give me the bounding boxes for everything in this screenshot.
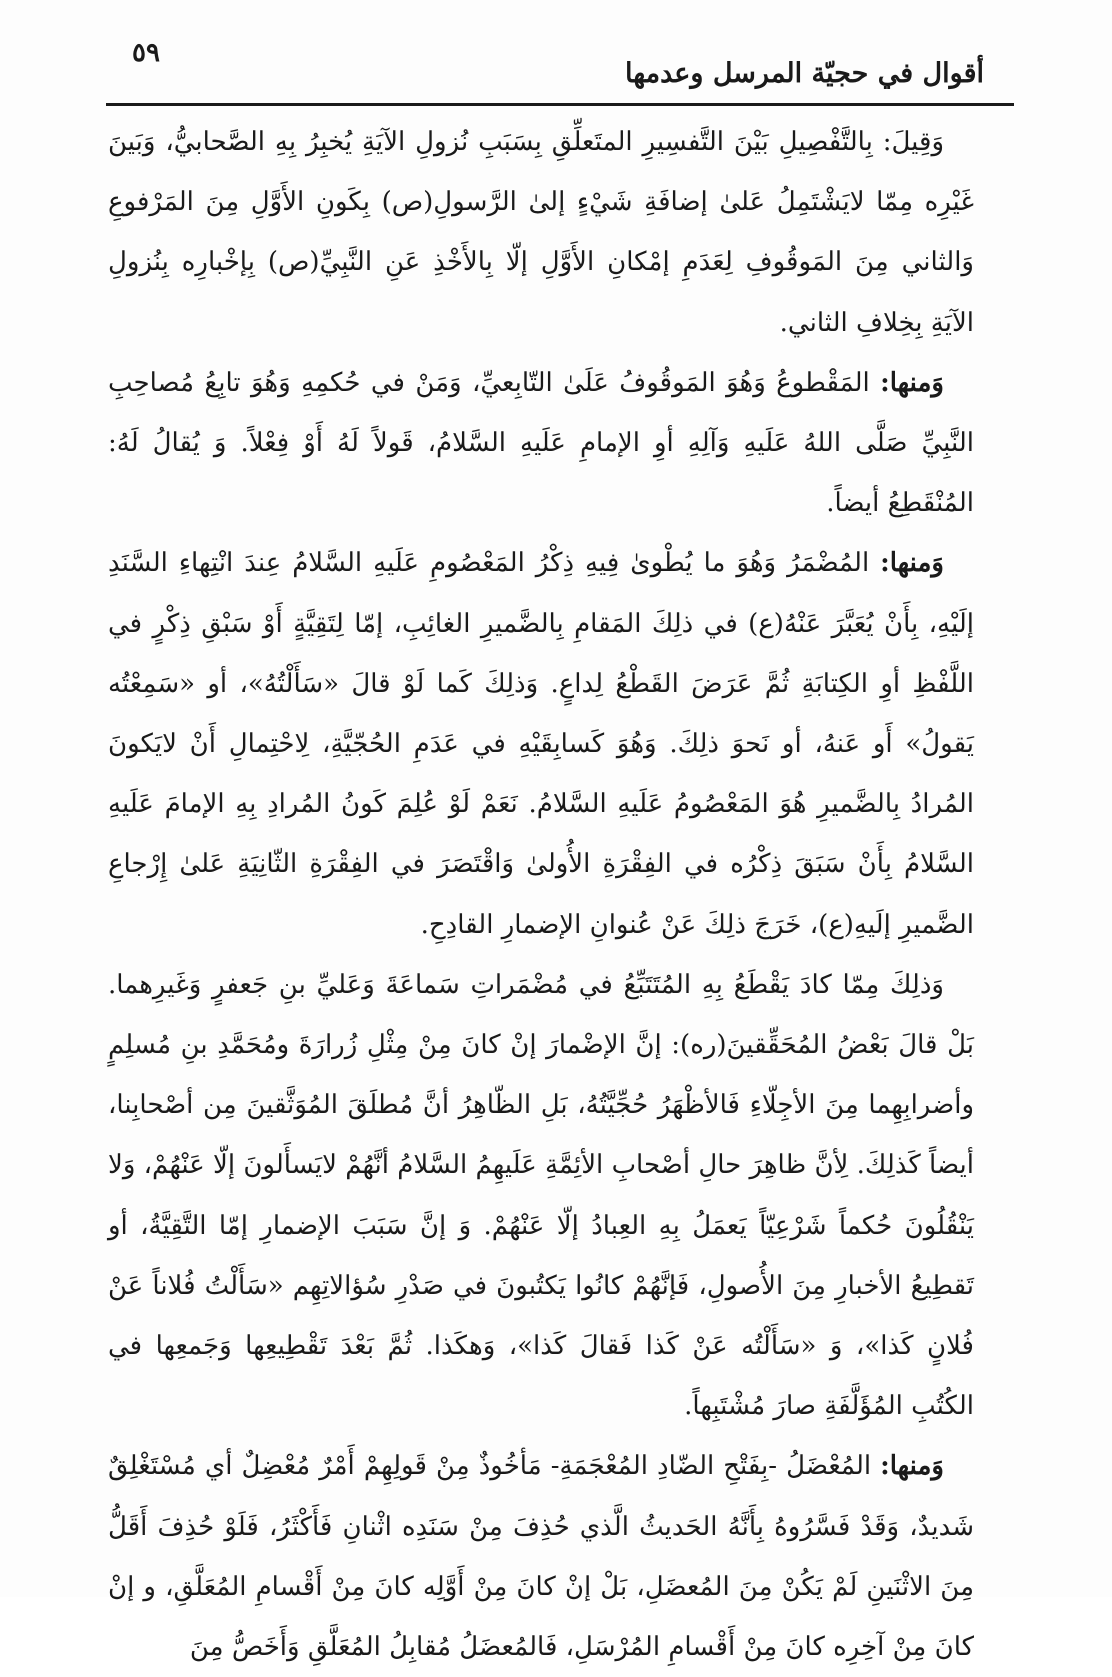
paragraph-lead: وَمنها:: [880, 1451, 944, 1482]
paragraph-text: المَقْطوعُ وَهُوَ المَوقُوفُ عَلَىٰ التّابِعيِّ، وَمَنْ في حُكمِهِ وَهُوَ تابِعُ مُصاحِبِ النَّبِيِّ صَلَّى اللهُ عَلَيهِ وَآلِهِ أوِ الإمامِ عَلَيهِ السَّلامُ، قَولاً لَهُ أَوْ فِعْلاً. وَ يُقالُ لَهُ: المُنْقَطِعُ أيضاً.: [108, 367, 974, 519]
paragraph-text: وَقِيلَ: بِالتَّفْصِيلِ بَيْنَ التَّفسِيرِ المتَعلِّقِ بِسَبَبِ نُزولِ الآيَةِ يُخبِرُ بِهِ الصَّحابيُّ، وَبَينَ غَيْرِه مِمّا لايَشْتَمِلُ عَلىٰ إضافَةِ شَيْءٍ إلىٰ الرَّسولِ(ص) بِكَونِ الأَوَّلِ مِنَ المَرْفوعِ وَالثاني مِنَ المَوقُوفِ لِعَدَمِ إمْكانِ الأَوَّلِ إلّا بِالأَخْذِ عَنِ النَّبِيِّ(ص) بِإخْبارِه بِنُزولِ الآيَةِ بِخِلافِ الثاني.: [108, 127, 974, 338]
paragraph-lead: وَمنها:: [880, 548, 944, 579]
paragraph-text: وَذلِكَ مِمّا كادَ يَقْطَعُ بِهِ المُتَتَبِّعُ في مُضْمَراتِ سَماعَةَ وَعَليِّ بنِ جَعفرٍ وَغَيرِهما. بَلْ قالَ بَعْضُ المُحَقِّقينَ(ره): إنَّ الإضْمارَ إنْ كانَ مِنْ مِثْلِ زُرارَةَ ومُحَمَّدِ بنِ مُسلِمٍ وأضرابِهِما مِنَ الأجِلّاءِ فَالأظْهَرُ حُجِّيَّتُهُ، بَلِ الظّاهِرُ أنَّ مُطلَقَ المُوَثَّقينَ مِن أصْحابِنا، أيضاً كَذلِكَ. لِأنَّ ظاهِرَ حالِ أصْحابِ الأئِمَّةِ عَلَيهِمُ السَّلامُ أنَّهُمْ لايَسأَلونَ إلّا عَنْهُمْ، وَلا يَنْقُلُونَ حُكماً شَرْعِيّاً يَعمَلُ بِهِ العِبادُ إلّا عَنْهُمْ. وَ إنَّ سَبَبَ الإضمارِ إمّا التَّقِيَّةُ، أو تَقطِيعُ الأخبارِ مِنَ الأُصولِ، فَإنَّهُمْ كانُوا يَكتُبونَ في صَدْرِ سُؤالاتِهِم «سَأَلْتُ فُلاناً عَنْ فُلانٍ كَذا»، وَ «سَأَلْتُه عَنْ كَذا فَقالَ كَذا»، وَهكَذا. ثُمَّ بَعْدَ تَقْطِيعِها وَجَمعِها في الكُتُبِ المُؤَلَّفَةِ صارَ مُشْتَبِهاً.: [108, 969, 974, 1422]
paragraph: [108, 353, 974, 534]
paragraph: [108, 112, 974, 353]
paragraph: [108, 955, 974, 1437]
header-divider: [106, 103, 1014, 106]
paragraph-text: المُعْضَلُ -بِفَتْحِ الضّادِ المُعْجَمَةِ- مَأخُوذٌ مِنْ قَولِهِمْ أَمْرٌ مُعْضِلٌ أي مُسْتَغْلِقٌ شَديدٌ، وَقَدْ فَسَّرُوهُ بِأَنَّهُ الحَديثُ الَّذي حُذِفَ مِنْ سَنَدِه اثْنانِ فَأَكْثَرُ، فَلَوْ حُذِفَ أَقَلُّ مِنَ الاثْنَينِ لَمْ يَكُنْ مِنَ المُعضَلِ، بَلْ إنْ كانَ مِنْ أَوَّلِه كانَ مِنْ أَقْسامِ المُعَلَّقِ، و إنْ كانَ مِنْ آخِرِه كانَ مِنْ أَقْسامِ المُرْسَلِ، فَالمُعضَلُ مُقابِلُ المُعَلَّقِ وَأَخَصُّ مِنَ: [108, 1451, 974, 1663]
paragraph: [108, 533, 974, 954]
running-head: أقوال في حجيّة المرسل وعدمها: [625, 58, 984, 89]
paragraph-lead: وَمنها:: [880, 367, 944, 398]
paragraph-text: المُضْمَرُ وَهُوَ ما يُطْوىٰ فِيهِ ذِكْرُ المَعْصُومِ عَلَيهِ السَّلامُ عِندَ انْتِهاءِ السَّنَدِ إلَيْهِ، بِأَنْ يُعَبَّرَ عَنْهُ(ع) في ذلِكَ المَقامِ بِالضَّميرِ الغائِبِ، إمّا لِتَقِيَّةٍ أَوْ سَبْقِ ذِكْرٍ في اللَّفْظِ أوِ الكِتابَةِ ثُمَّ عَرَضَ القَطْعُ لِداعٍ. وَذلِكَ كَما لَوْ قالَ «سَأَلْتُهُ»، أو «سَمِعْتُه يَقولُ» أَو عَنهُ، أو نَحوَ ذلِكَ. وَهُوَ كَسابِقَيْهِ في عَدَمِ الحُجّيَّةِ، لِاحْتِمالِ أَنْ لايَكونَ المُرادُ بِالضَّميرِ هُوَ المَعْصُومُ عَلَيهِ السَّلامُ. نَعَمْ لَوْ عُلِمَ كَونُ المُرادِ بِهِ الإمامَ عَلَيهِ السَّلامُ بِأَنْ سَبَقَ ذِكْرُه في الفِقْرَةِ الأُولىٰ وَاقْتَصَرَ في الفِقْرَةِ الثّانِيَةِ عَلىٰ إِرْجاعِ الضَّميرِ إلَيهِ(ع)، خَرَجَ ذلِكَ عَنْ عُنوانِ الإضمارِ القادِحِ.: [108, 548, 974, 940]
body-text: [108, 112, 974, 1677]
paragraph: [108, 1436, 974, 1677]
page-number: ٥٩: [132, 38, 160, 68]
